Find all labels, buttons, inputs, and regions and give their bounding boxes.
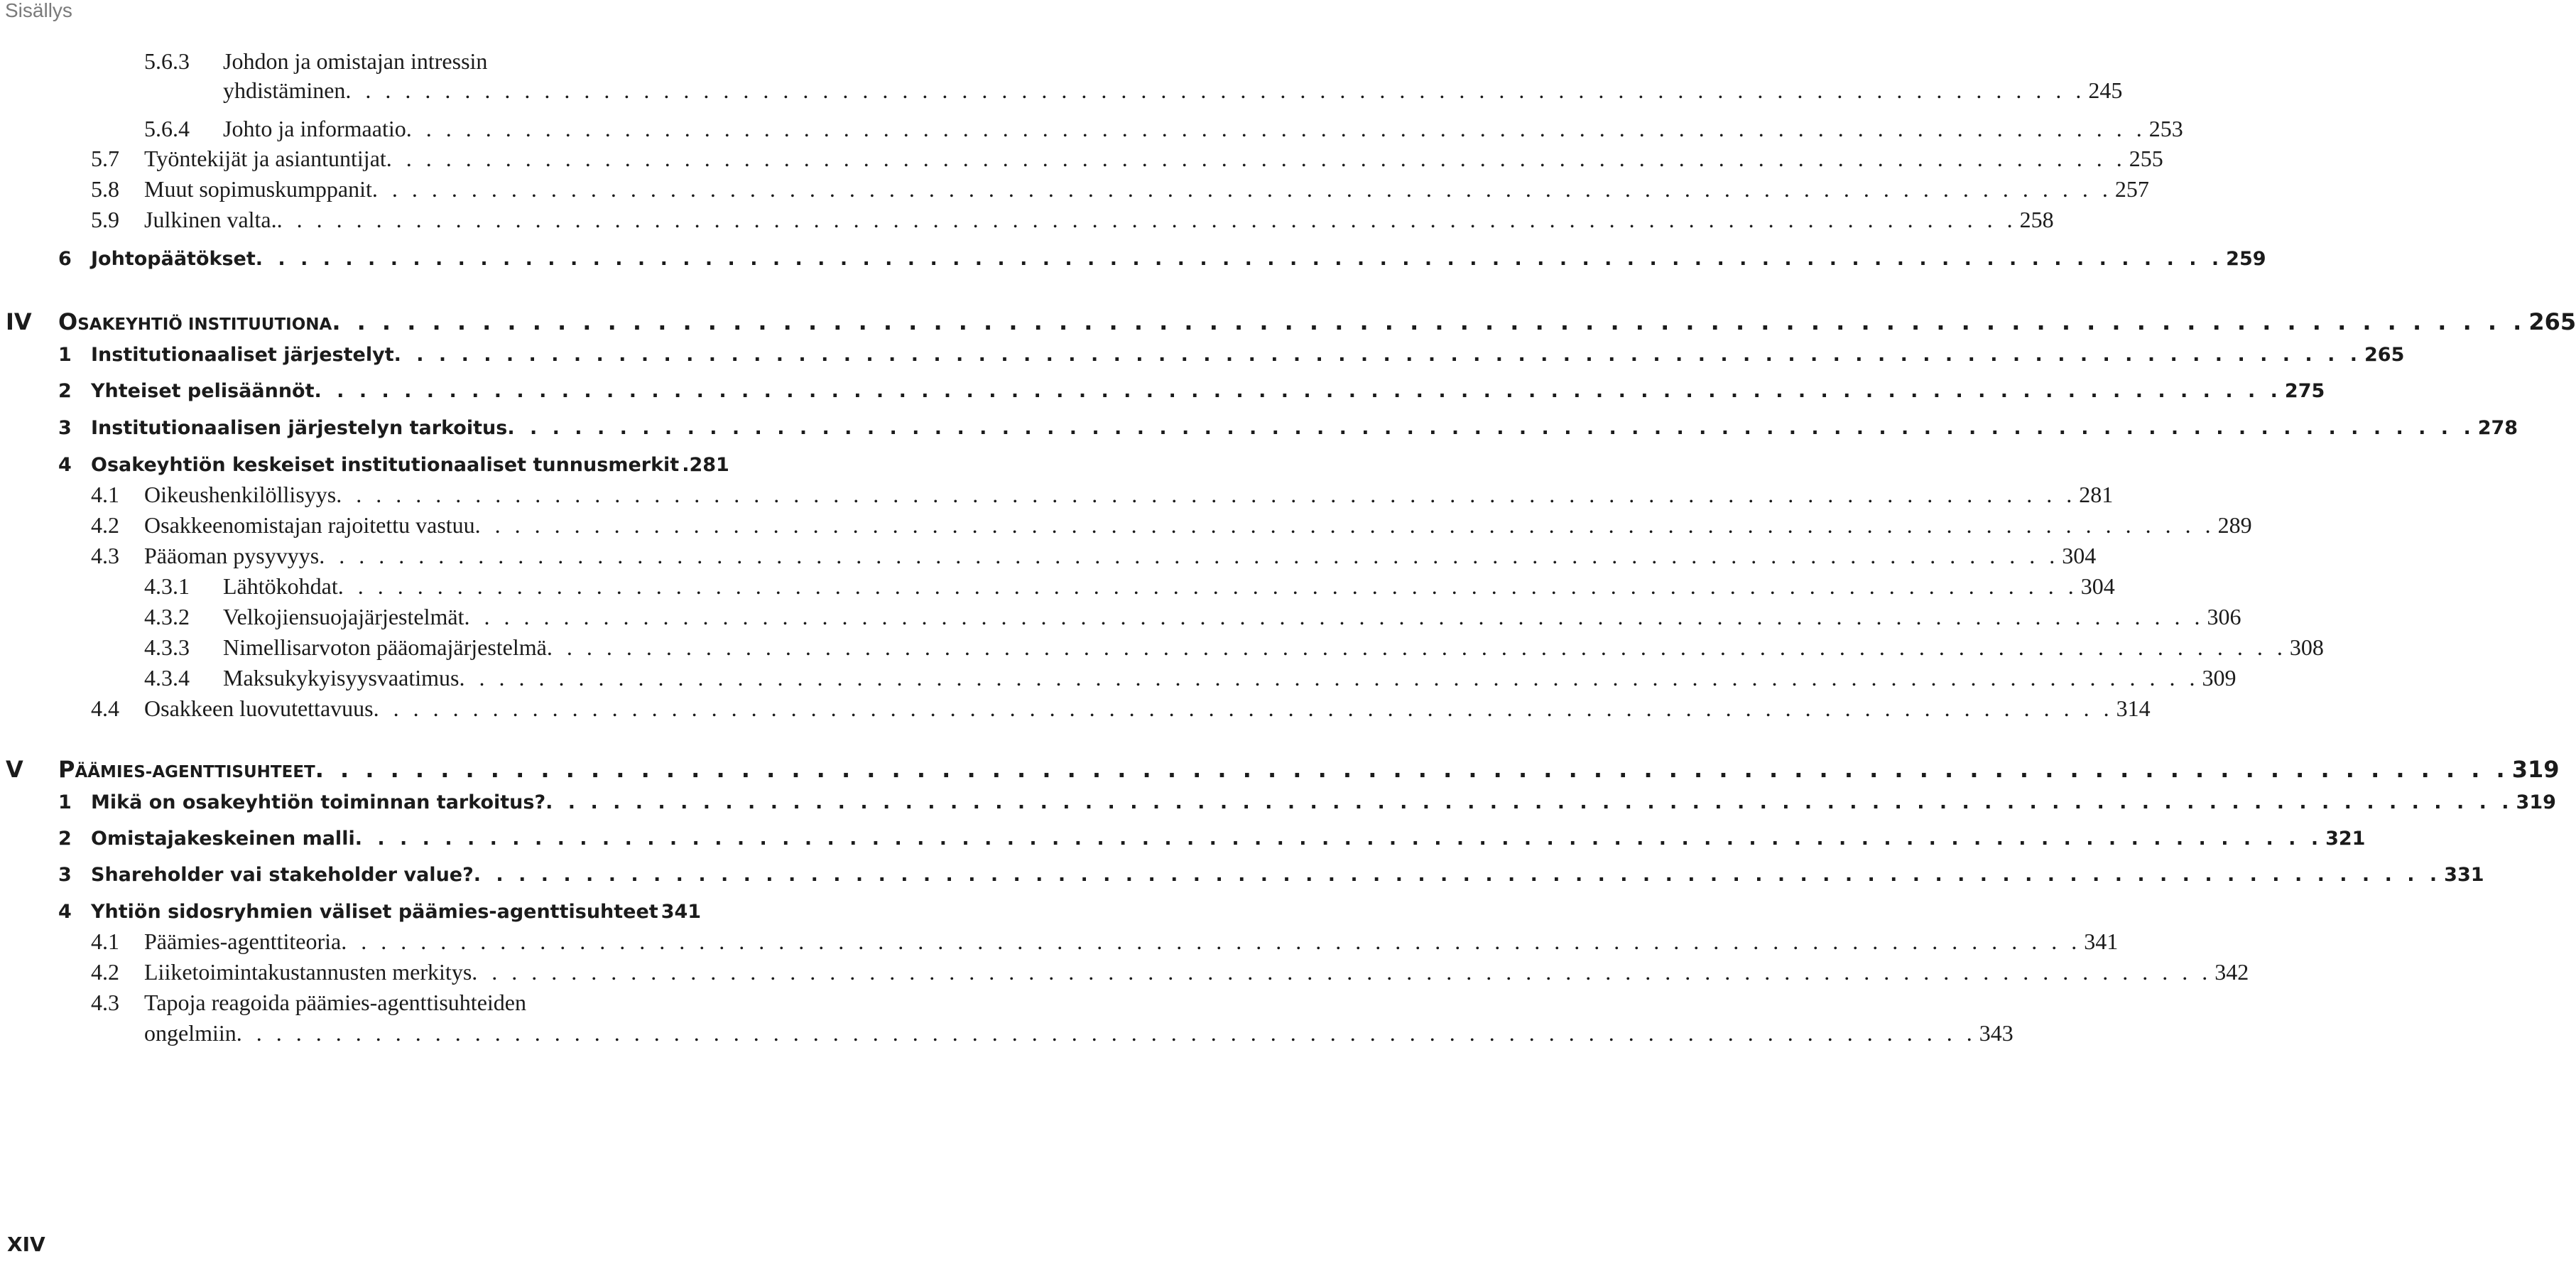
entry-title: Mikä on osakeyhtiön toiminnan tarkoitus?	[91, 791, 546, 813]
leader-dots	[472, 959, 2212, 985]
entry-page: 275	[2284, 380, 2325, 402]
part-title: PÄÄMIES-AGENTTISUHTEET	[58, 756, 315, 783]
toc-entry-v-3[interactable]	[0, 864, 2484, 892]
entry-number: 5.7	[91, 146, 119, 171]
entry-title: Johdon ja omistajan intressin	[223, 48, 488, 74]
entry-number: 4.2	[91, 512, 119, 538]
entry-page: 259	[2226, 248, 2266, 270]
toc-entry-5-8[interactable]	[0, 176, 2149, 205]
leader-dots	[374, 696, 2114, 722]
entry-page: 306	[2207, 604, 2241, 629]
leader-dots	[332, 308, 2526, 335]
leader-dots	[474, 864, 2441, 886]
entry-page: 304	[2062, 543, 2097, 568]
entry-page: 342	[2214, 959, 2249, 985]
entry-number: 4.3.3	[144, 634, 190, 660]
toc-entry-v-4-1[interactable]	[0, 929, 2119, 957]
entry-title: Työntekijät ja asiantuntijat	[144, 146, 386, 171]
entry-title: Omistajakeskeinen malli	[91, 828, 355, 850]
leader-dots	[406, 116, 2146, 142]
entry-number: 4.3.1	[144, 573, 190, 599]
entry-number: 2	[58, 828, 72, 850]
entry-number: 5.8	[91, 176, 119, 202]
entry-title: Osakkeenomistajan rajoitettu vastuu	[144, 512, 475, 538]
entry-number: 4.2	[91, 959, 119, 985]
leader-dots	[507, 417, 2474, 439]
part-title: OSAKEYHTIÖ INSTITUUTIONA	[58, 308, 332, 335]
part-number: IV	[6, 308, 32, 335]
toc-entry-iv-4-3-1[interactable]	[0, 573, 2115, 602]
part-page: 319	[2511, 756, 2560, 783]
entry-page: 309	[2202, 665, 2237, 691]
leader-dots	[345, 77, 2085, 104]
entry-number: 4.3	[91, 543, 119, 568]
entry-page: 258	[2019, 207, 2054, 232]
entry-title: Yhtiön sidosryhmien väliset päämies-agenttisuhteet	[91, 901, 658, 923]
entry-page: 281	[2079, 482, 2114, 507]
leader-dots	[315, 380, 2282, 402]
entry-page: 314	[2116, 696, 2151, 721]
entry-title: Lähtökohdat	[223, 573, 338, 599]
leader-dots	[547, 634, 2287, 661]
toc-entry-iv-4-3-3[interactable]	[0, 634, 2324, 663]
toc-entry-iv-4-3[interactable]	[0, 543, 2097, 571]
entry-number: 4.4	[91, 696, 119, 721]
toc-entry-v-4-3[interactable]	[0, 990, 2013, 1048]
toc-entry-5-7[interactable]	[0, 146, 2163, 174]
entry-title: Tapoja reagoida päämies-agenttisuhteiden	[144, 990, 526, 1015]
entry-page: 308	[2289, 634, 2324, 660]
entry-page: 341	[661, 901, 702, 923]
entry-title-continued: ongelmiin	[144, 1020, 237, 1046]
part-number: V	[6, 756, 23, 783]
toc-entry-iv-4-3-4[interactable]	[0, 665, 2237, 693]
toc-entry-5-6-3[interactable]	[0, 48, 2123, 105]
entry-title: Muut sopimuskumppanit	[144, 176, 372, 202]
entry-page: 304	[2080, 573, 2115, 599]
entry-number: 5.9	[91, 207, 119, 232]
entry-title: Shareholder vai stakeholder value?	[91, 864, 474, 886]
entry-page: 245	[2088, 77, 2123, 103]
leader-dots	[256, 248, 2223, 270]
entry-number: 1	[58, 344, 72, 366]
toc-entry-iv-4-3-2[interactable]	[0, 604, 2241, 632]
entry-page: 253	[2148, 116, 2183, 141]
toc-part-v[interactable]	[0, 756, 2560, 789]
entry-title: Liiketoimintakustannusten merkitys	[144, 959, 472, 985]
leader-dots	[394, 344, 2362, 366]
toc-entry-iv-4-1[interactable]	[0, 482, 2114, 510]
leader-dots	[545, 791, 2513, 813]
entry-page: 319	[2516, 791, 2556, 813]
entry-title: Johtopäätökset	[91, 248, 256, 270]
entry-page: 278	[2477, 417, 2518, 439]
entry-title: Julkinen valta.	[144, 207, 277, 232]
entry-title: Nimellisarvoton pääomajärjestelmä	[223, 634, 547, 660]
entry-title-continued: yhdistäminen	[223, 77, 346, 103]
entry-page: 343	[1979, 1020, 2013, 1046]
entry-title: Johto ja informaatio	[223, 116, 406, 141]
entry-page: 321	[2325, 828, 2366, 850]
entry-title: Pääoman pysyvyys	[144, 543, 320, 568]
leader-dots	[336, 482, 2076, 508]
entry-number: 4.3	[91, 990, 119, 1015]
entry-number: 5.6.3	[144, 48, 190, 74]
entry-number: 2	[58, 380, 72, 402]
leader-dots	[475, 512, 2215, 539]
entry-title: Institutionaalisen järjestelyn tarkoitus	[91, 417, 508, 439]
entry-number: 5.6.4	[144, 116, 190, 141]
leader-dots	[464, 604, 2204, 630]
entry-number: 4.1	[91, 482, 119, 507]
entry-title: Osakeyhtiön keskeiset institutionaaliset tunnusmerkit	[91, 454, 680, 476]
entry-title: Velkojiensuojajärjestelmät	[223, 604, 464, 629]
entry-number: 3	[58, 864, 72, 886]
part-page: 265	[2528, 308, 2576, 335]
entry-title: Osakkeen luovutettavuus	[144, 696, 374, 721]
toc-entry-iv-1[interactable]	[0, 344, 2405, 372]
entry-page: 289	[2217, 512, 2252, 538]
entry-number: 4	[58, 901, 72, 923]
entry-title: Maksukykyisyysvaatimus	[223, 665, 460, 691]
leader-dots	[237, 1020, 1977, 1046]
leader-dots	[315, 756, 2509, 783]
entry-page: .281	[682, 454, 729, 476]
leader-dots	[341, 929, 2081, 955]
entry-page: 257	[2114, 176, 2149, 202]
leader-dots	[277, 207, 2017, 233]
entry-page: 255	[2129, 146, 2163, 171]
entry-number: 3	[58, 417, 72, 439]
entry-title: Institutionaaliset järjestelyt	[91, 344, 394, 366]
entry-page: 331	[2444, 864, 2484, 886]
leader-dots	[459, 665, 2199, 691]
leader-dots	[319, 543, 2059, 569]
toc-entry-v-4[interactable]	[0, 901, 702, 929]
entry-number: 6	[58, 248, 72, 270]
toc-entry-5-6-4[interactable]	[0, 116, 2183, 144]
toc-entry-v-2[interactable]	[0, 828, 2366, 856]
entry-number: 4.3.2	[144, 604, 190, 629]
toc-entry-iv-4-2[interactable]	[0, 512, 2252, 541]
leader-dots	[338, 573, 2078, 600]
entry-title: Yhteiset pelisäännöt	[91, 380, 315, 402]
entry-title: Päämies-agenttiteoria	[144, 929, 342, 954]
entry-number: 1	[58, 791, 72, 813]
toc-entry-iv-4[interactable]	[0, 454, 729, 482]
toc-entry-5-9[interactable]	[0, 207, 2054, 235]
toc-entry-6[interactable]	[0, 248, 2266, 276]
leader-dots	[386, 146, 2126, 172]
entry-number: 4.3.4	[144, 665, 190, 691]
entry-title: Oikeushenkilöllisyys	[144, 482, 337, 507]
toc-entry-iv-2[interactable]	[0, 380, 2325, 408]
running-header: Sisällys	[5, 0, 72, 21]
leader-dots	[372, 176, 2112, 202]
entry-number: 4	[58, 454, 72, 476]
entry-page: 265	[2364, 344, 2405, 366]
entry-number: 4.1	[91, 929, 119, 954]
toc-entry-v-4-2[interactable]	[0, 959, 2249, 987]
toc-entry-v-1[interactable]	[0, 791, 2556, 820]
toc-entry-iv-3[interactable]	[0, 417, 2518, 445]
entry-page: 341	[2084, 929, 2119, 954]
leader-dots	[355, 828, 2322, 850]
page-folio: XIV	[7, 1233, 45, 1256]
toc-part-iv[interactable]	[0, 308, 2576, 341]
toc-entry-iv-4-4[interactable]	[0, 696, 2151, 724]
